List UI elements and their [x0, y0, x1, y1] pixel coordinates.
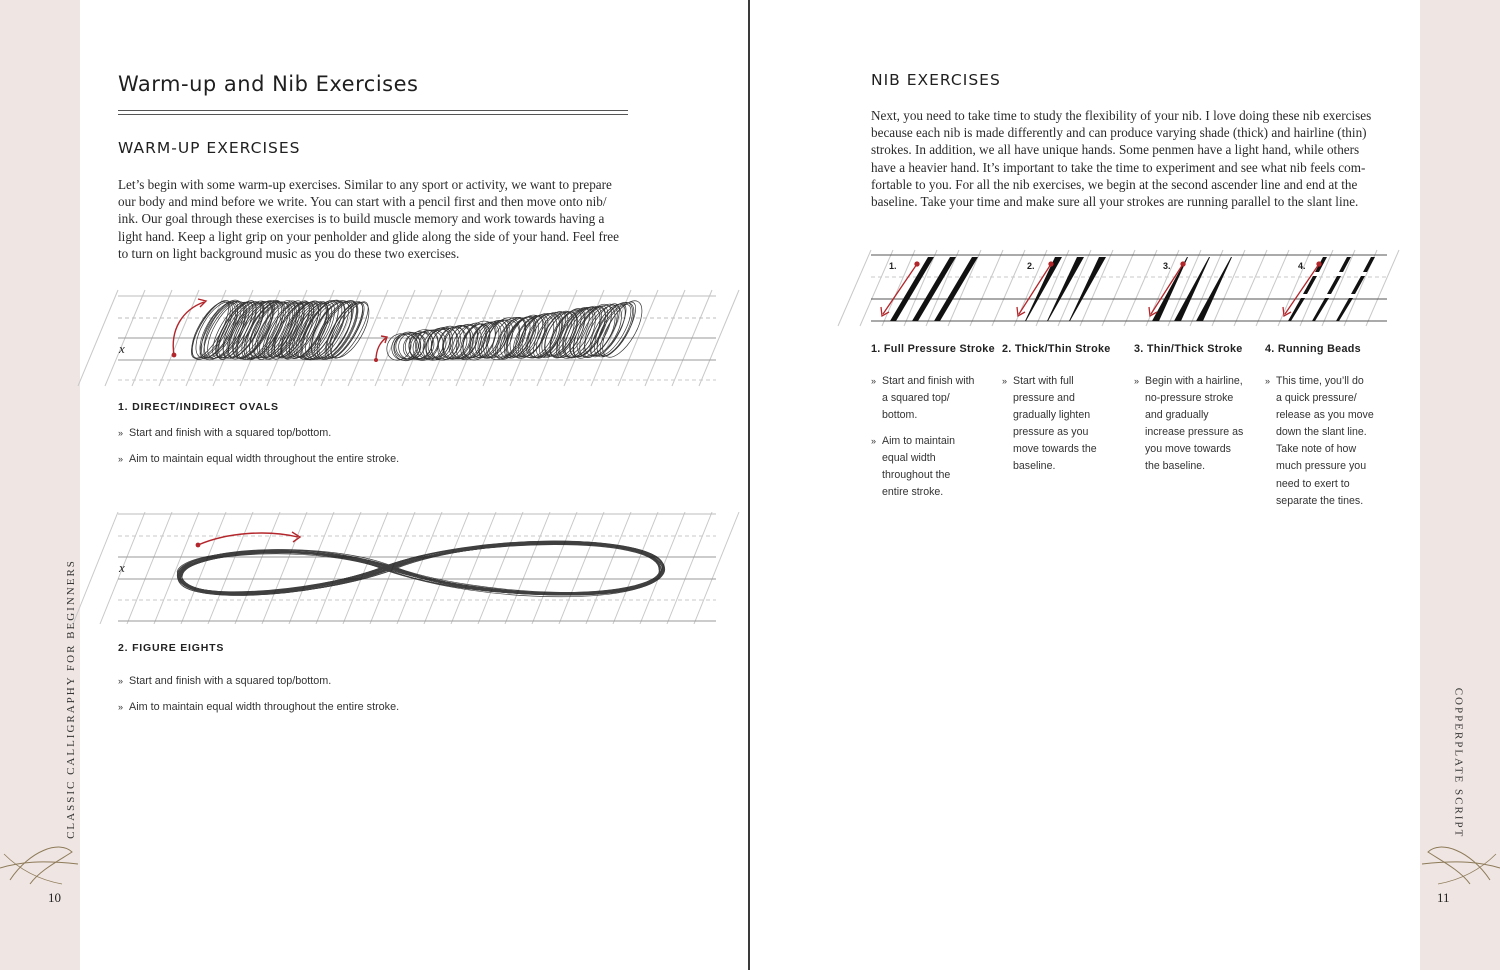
direct-ovals-scribble [184, 294, 376, 367]
exercise1-bullet-2: » Aim to maintain equal width throughout the entire stroke. [118, 453, 400, 465]
nib-heading: NIB EXERCISES [871, 71, 1001, 89]
page-title: Warm-up and Nib Exercises [118, 72, 419, 96]
left-page-number: 10 [48, 890, 61, 905]
slant-guide-line [208, 512, 253, 624]
stroke-2-bullet-1: » Start with full pressure and gradually lighten pressure as you move towards the baseline. [1002, 375, 1097, 473]
slant-guide-line [1322, 250, 1355, 326]
figure-eight-scribble [177, 541, 665, 597]
figure-eight-loop [180, 541, 660, 595]
warmup-intro: Let’s begin with some warm-up exercises. Similar to any sport or activity, we want to prepare our body and mind before we write. You can start with a pencil first and then move onto nib/ ink. Our goal through these exercises is to build muscle memory and work towards having a light hand. Keep a light grip on your penholder and glide along the side of your hand. Feel free to turn on light background music as you do these two exercises. [118, 177, 619, 261]
title-rule-top [118, 110, 628, 111]
stroke-3-bullet-1: » Begin with a hairline, no-pressure stroke and gradually increase pressure as you move towards the baseline. [1134, 375, 1244, 473]
slant-guide-line [451, 512, 496, 624]
x-height-marker: x [119, 341, 125, 356]
nib-strokes-figure [871, 250, 1387, 326]
slant-guide-line [397, 512, 442, 624]
oval-loop [322, 298, 371, 363]
slant-guide-line [586, 512, 631, 624]
nib-intro: Next, you need to take time to study the flexibility of your nib. I love doing these nib exercises because each nib is made differently and can produce varying shade (thick) and hairline (thin) strokes. In addition, we all have unique hands. Some penmen have a light hand, while others have a heavier hand. It’s important to take the time to experiment and see what nib feels com- fortable to you. For all the nib exercises, we begin at the second ascender line and end at the baseline. Take your time and make sure all your strokes are running parallel to the slant line. [871, 108, 1372, 210]
exercise1-bullet-1: » Start and finish with a squared top/bottom. [118, 427, 332, 439]
stroke-2-title: 2. Thick/Thin Stroke [1002, 343, 1111, 355]
slant-guide-line [154, 512, 199, 624]
figure-eights-figure [118, 512, 716, 624]
stroke-2-number: 2. [1027, 261, 1035, 271]
slant-guide-line [127, 512, 172, 624]
slant-guide-line [316, 512, 361, 624]
slant-guide-line [1234, 250, 1267, 326]
x-height-marker-2: x [119, 560, 125, 575]
figure-eight-loop [180, 541, 664, 594]
direct-oval-arrow [173, 302, 204, 355]
left-running-head: CLASSIC CALLIGRAPHY FOR BEGINNERS [64, 559, 77, 839]
stroke-2-thick-thin [1025, 257, 1106, 321]
title-rule-bottom [118, 114, 628, 115]
slant-guide-line [559, 512, 604, 624]
book-spine [748, 0, 750, 970]
stroke-4-title: 4. Running Beads [1265, 343, 1361, 355]
left-flourish [0, 840, 80, 890]
slant-guide-line [289, 512, 334, 624]
figure-eight-loop [178, 541, 664, 595]
exercise2-bullet-1: » Start and finish with a squared top/bottom. [118, 675, 332, 687]
exercise1-caption: 1. DIRECT/INDIRECT OVALS [118, 401, 279, 413]
indirect-oval-arrow [376, 338, 386, 360]
ovals-figure [118, 290, 716, 386]
exercise2-bullet-2: » Aim to maintain equal width throughout the entire stroke. [118, 701, 400, 713]
stroke-3-title: 3. Thin/Thick Stroke [1134, 343, 1243, 355]
slant-guide-line [262, 512, 307, 624]
slant-guide-line [505, 512, 550, 624]
right-flourish [1420, 840, 1500, 890]
stroke-1-bullet-1: » Start and finish with a squared top/ bottom. [871, 375, 975, 422]
stroke-1-full-pressure [890, 257, 978, 321]
stroke-4-number: 4. [1298, 261, 1306, 271]
right-running-head: COPPERPLATE SCRIPT [1452, 687, 1465, 839]
slant-guide-line [424, 512, 469, 624]
warmup-heading: WARM-UP EXERCISES [118, 139, 301, 157]
slant-guide-line [613, 512, 658, 624]
stroke-1-bullet-2: » Aim to maintain equal width throughout the entire stroke. [871, 435, 956, 499]
exercise2-caption: 2. FIGURE EIGHTS [118, 642, 225, 654]
slant-guide-line [478, 512, 523, 624]
stroke-1-title: 1. Full Pressure Stroke [871, 343, 995, 355]
stroke-4-bullet-1: » This time, you’ll do a quick pressure/ release as you move down the slant line. Take note of how much pressure you need to exert to separate the tines. [1265, 375, 1374, 507]
right-page-number: 11 [1437, 890, 1450, 905]
slant-guide-line [532, 512, 577, 624]
slant-guide-line [235, 512, 280, 624]
stroke-1-number: 1. [889, 261, 897, 271]
indirect-ovals-scribble [382, 295, 650, 366]
slant-guide-line [667, 512, 712, 624]
figure-eight-loop [179, 542, 662, 594]
stroke-3-number: 3. [1163, 261, 1171, 271]
slant-guide-line [1102, 250, 1135, 326]
